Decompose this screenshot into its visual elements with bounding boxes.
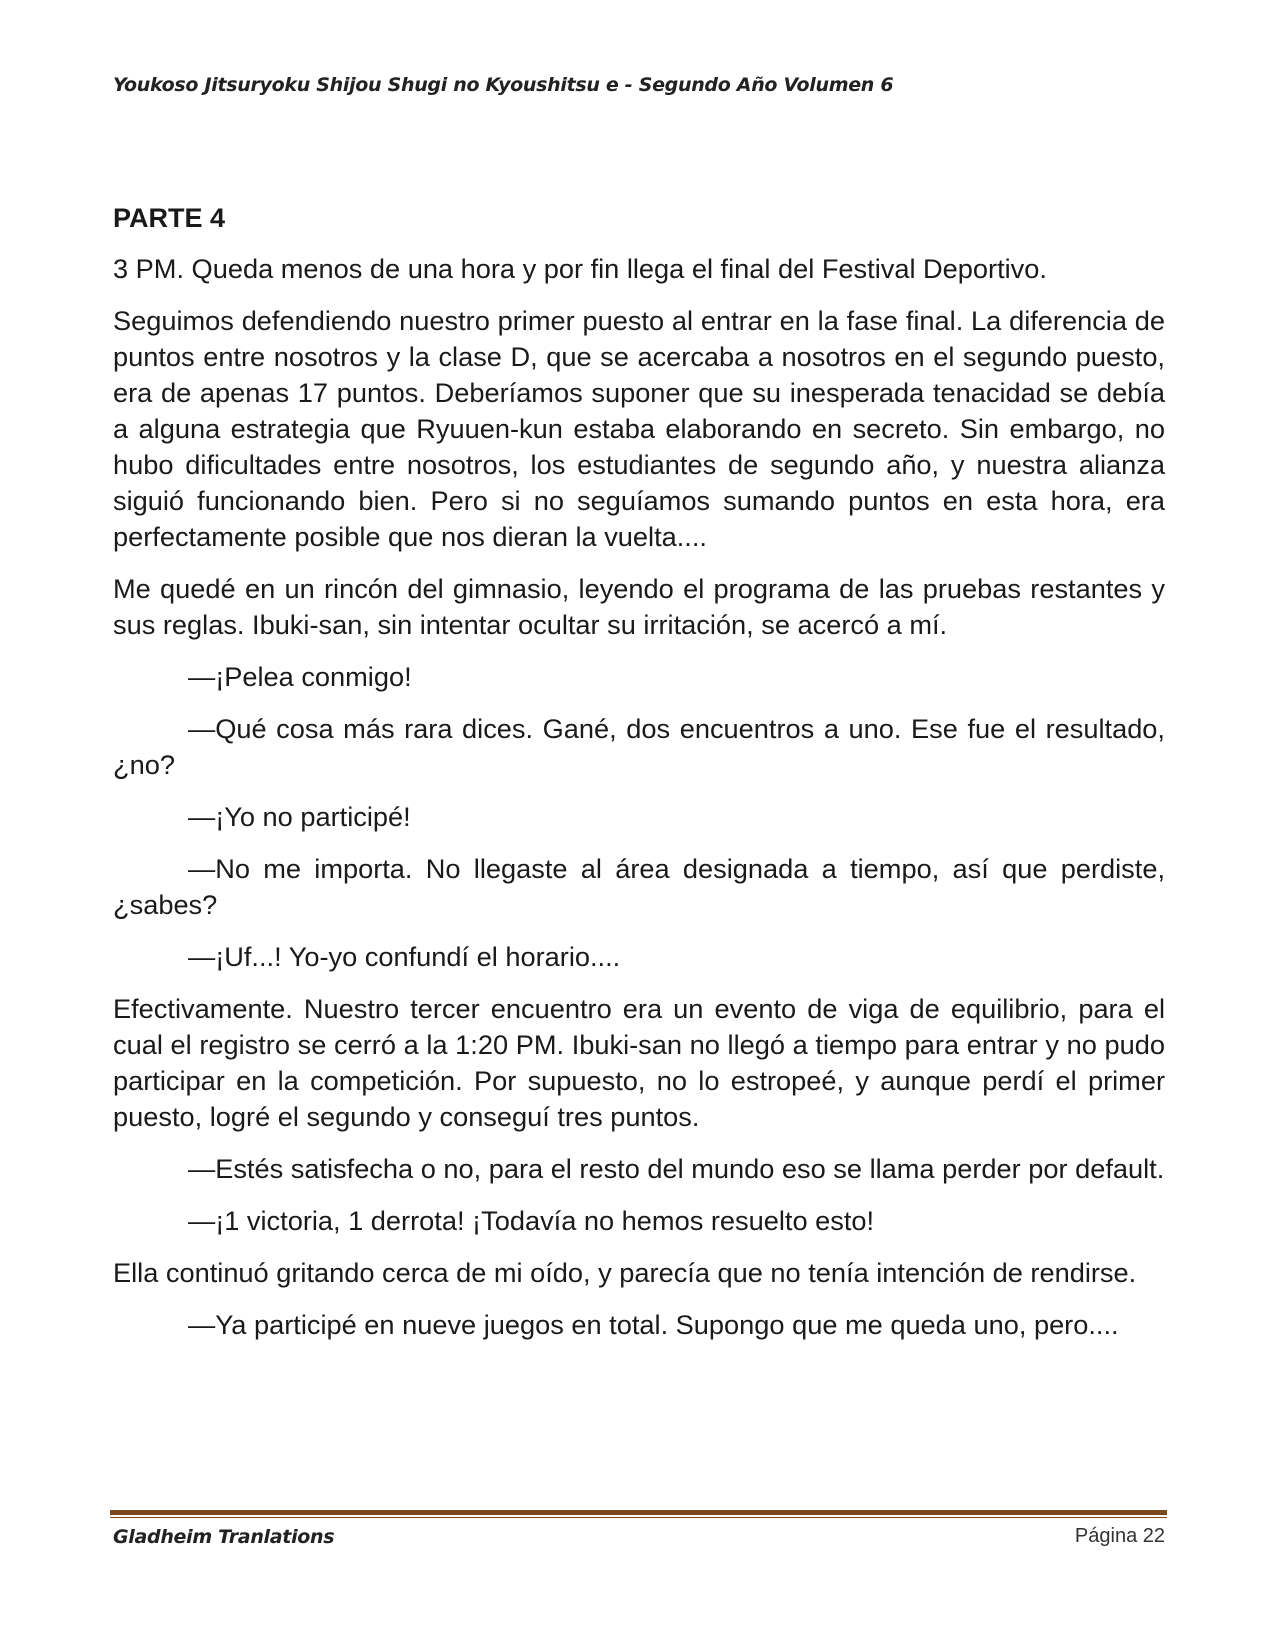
footer-divider-thin xyxy=(110,1517,1167,1518)
footer-divider xyxy=(110,1510,1167,1518)
dialogue-paragraph: —¡Pelea conmigo! xyxy=(188,661,412,692)
dialogue-paragraph: —Qué cosa más rara dices. Gané, dos encuentros a uno. Ese fue el resultado, ¿no? xyxy=(113,713,1165,780)
dialogue-paragraph: —¡1 victoria, 1 derrota! ¡Todavía no hemos resuelto esto! xyxy=(188,1205,875,1236)
dialogue-paragraph: —No me importa. No llegaste al área designada a tiempo, así que perdiste, ¿sabes? xyxy=(113,853,1165,920)
dialogue-paragraph: —¡Yo no participé! xyxy=(188,801,411,832)
paragraph: Me quedé en un rincón del gimnasio, leyendo el programa de las pruebas restantes y sus reglas. Ibuki-san, sin intentar ocultar su irritación, se acercó a mí. xyxy=(113,573,1165,640)
dialogue-paragraph: —Estés satisfecha o no, para el resto del mundo eso se llama perder por default. xyxy=(188,1153,1165,1184)
dialogue-paragraph: —¡Uf...! Yo-yo confundí el horario.... xyxy=(188,941,621,972)
page-number: Página 22 xyxy=(1074,1525,1165,1547)
page-body xyxy=(113,200,1165,1359)
paragraph: 3 PM. Queda menos de una hora y por fin llega el final del Festival Deportivo. xyxy=(113,253,1047,284)
dialogue-paragraph: —Ya participé en nueve juegos en total. Supongo que me queda uno, pero.... xyxy=(188,1309,1119,1340)
paragraph: Ella continuó gritando cerca de mi oído, y parecía que no tenía intención de rendirse. xyxy=(113,1257,1137,1288)
footer-divider-thick xyxy=(110,1510,1167,1515)
footer-credit: Gladheim Tranlations xyxy=(113,1526,335,1548)
paragraph: Seguimos defendiendo nuestro primer puesto al entrar en la fase final. La diferencia de puntos entre nosotros y la clase D, que se acercaba a nosotros en el segundo puesto, era de apenas 17 puntos. Deberíamos suponer que su inesperada tenacidad se debía a alguna estrategia que Ryuuen-kun estaba elaborando en secreto. Sin embargo, no hubo dificultades entre nosotros, los estudiantes de segundo año, y nuestra alianza siguió funcionando bien. Pero si no seguíamos sumando puntos en esta hora, era perfectamente posible que nos dieran la vuelta.... xyxy=(113,305,1165,552)
section-title: PARTE 4 xyxy=(113,203,226,233)
paragraph: Efectivamente. Nuestro tercer encuentro era un evento de viga de equilibrio, para el cual el registro se cerró a la 1:20 PM. Ibuki-san no llegó a tiempo para entrar y no pudo participar en la competición. Por supuesto, no lo estropeé, y aunque perdí el primer puesto, logré el segundo y conseguí tres puntos. xyxy=(113,993,1165,1132)
running-header: Youkoso Jitsuryoku Shijou Shugi no Kyoushitsu e - Segundo Año Volumen 6 xyxy=(113,74,894,96)
